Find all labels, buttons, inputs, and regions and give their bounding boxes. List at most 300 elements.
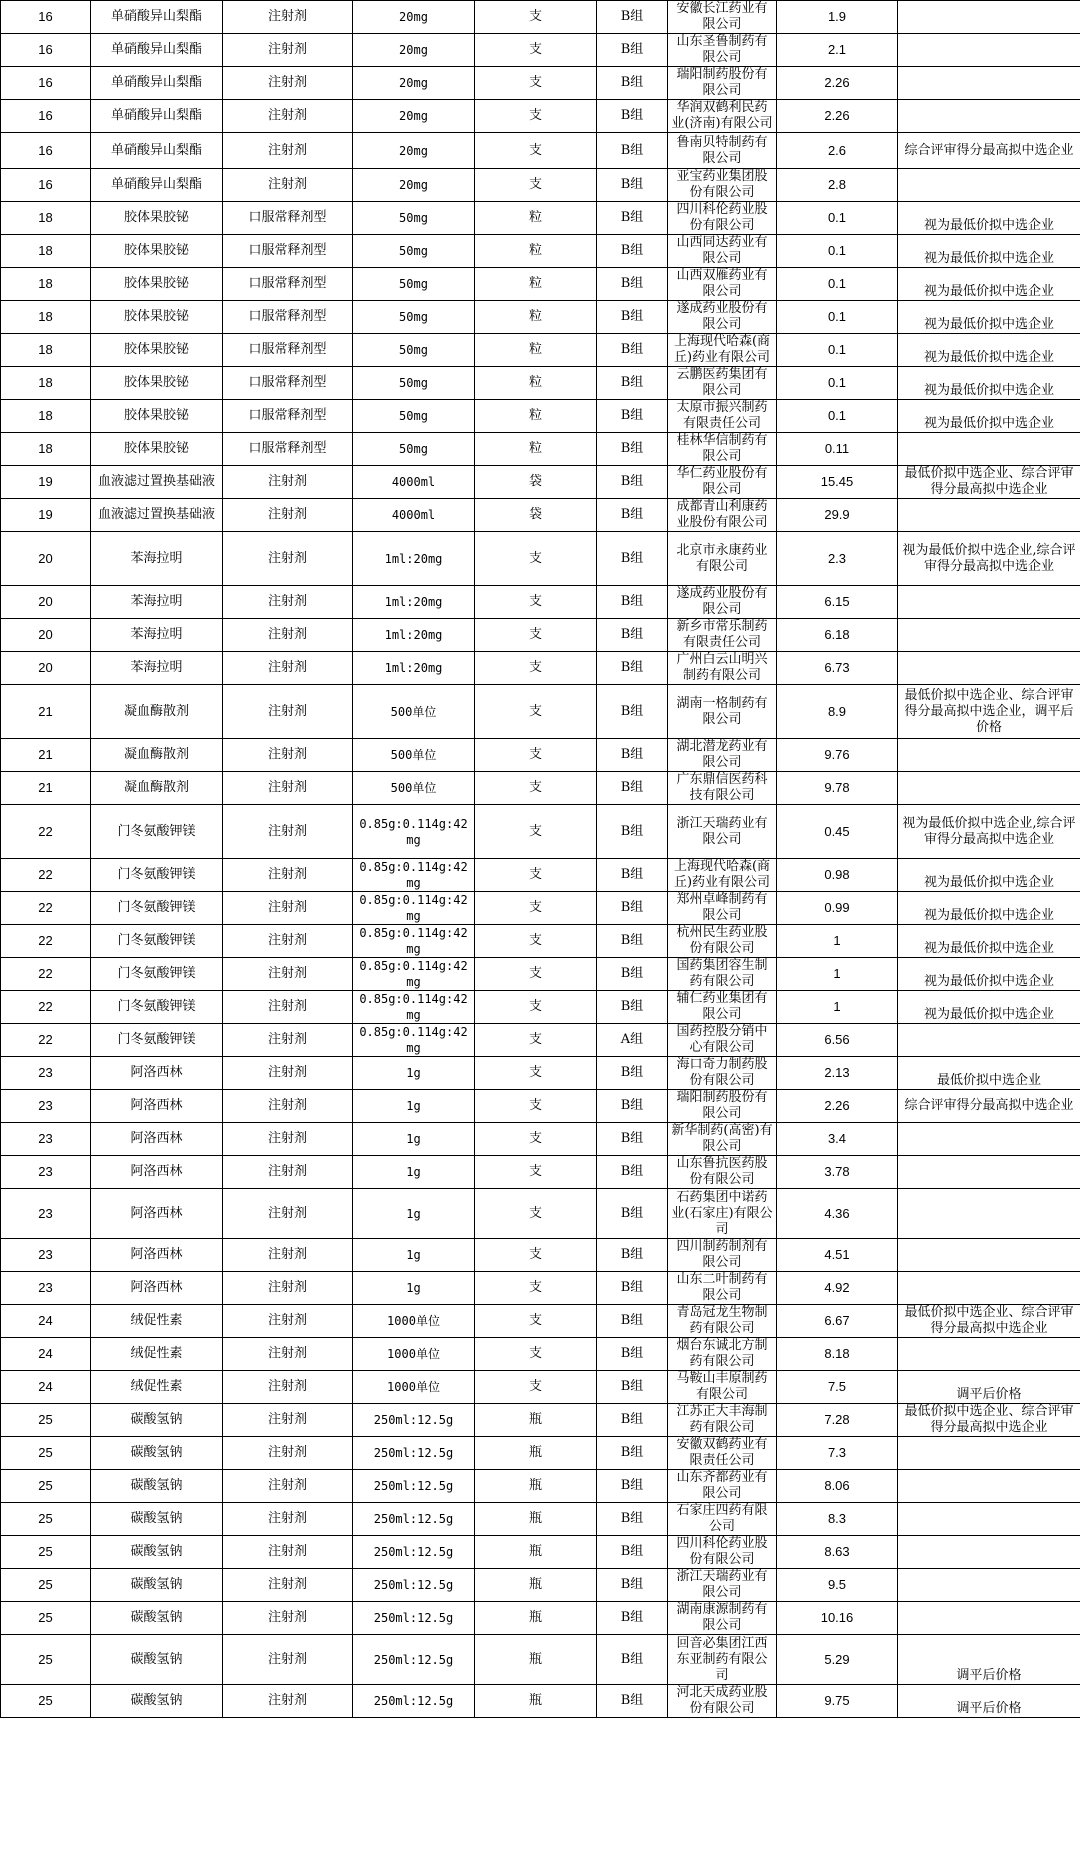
table-row xyxy=(1,1685,1080,1718)
drug-name-cell: 碳酸氢钠 xyxy=(91,1437,223,1470)
manufacturer-cell: 石家庄四药有限公司 xyxy=(668,1503,777,1536)
specification-cell: 4000ml xyxy=(353,466,475,499)
drug-name-cell: 门冬氨酸钾镁 xyxy=(91,1024,223,1057)
row-number-cell: 25 xyxy=(1,1685,91,1718)
drug-name-cell: 单硝酸异山梨酯 xyxy=(91,34,223,67)
drug-name-cell: 阿洛西林 xyxy=(91,1123,223,1156)
dosage-form-cell: 注射剂 xyxy=(223,1156,353,1189)
quality-group-cell: B组 xyxy=(597,859,668,892)
table-row xyxy=(1,301,1080,334)
unit-cell: 粒 xyxy=(475,433,597,466)
unit-cell: 瓶 xyxy=(475,1503,597,1536)
row-number-cell: 21 xyxy=(1,685,91,739)
row-number-cell: 25 xyxy=(1,1503,91,1536)
drug-name-cell: 门冬氨酸钾镁 xyxy=(91,925,223,958)
drug-name-cell: 碳酸氢钠 xyxy=(91,1503,223,1536)
remark-cell: 最低价拟中选企业、综合评审得分最高拟中选企业 xyxy=(898,1305,1080,1338)
table-row xyxy=(1,739,1080,772)
remark-cell: 最低价拟中选企业、综合评审得分最高拟中选企业，调平后价格 xyxy=(898,685,1080,739)
row-number-cell: 25 xyxy=(1,1404,91,1437)
table-row xyxy=(1,892,1080,925)
quality-group-cell: B组 xyxy=(597,532,668,586)
manufacturer-cell: 广州白云山明兴制药有限公司 xyxy=(668,652,777,685)
remark-cell xyxy=(898,619,1080,652)
drug-name-cell: 阿洛西林 xyxy=(91,1156,223,1189)
dosage-form-cell: 口服常释剂型 xyxy=(223,367,353,400)
price-cell: 8.9 xyxy=(777,685,898,739)
unit-cell: 支 xyxy=(475,1338,597,1371)
dosage-form-cell: 注射剂 xyxy=(223,1503,353,1536)
manufacturer-cell: 浙江天瑞药业有限公司 xyxy=(668,1569,777,1602)
dosage-form-cell: 注射剂 xyxy=(223,1338,353,1371)
specification-cell: 0.85g:0.114g:42mg xyxy=(353,805,475,859)
row-number-cell: 22 xyxy=(1,859,91,892)
specification-cell: 20mg xyxy=(353,169,475,202)
price-cell: 3.78 xyxy=(777,1156,898,1189)
manufacturer-cell: 桂林华信制药有限公司 xyxy=(668,433,777,466)
drug-name-cell: 胶体果胶铋 xyxy=(91,268,223,301)
manufacturer-cell: 青岛冠龙生物制药有限公司 xyxy=(668,1305,777,1338)
price-cell: 7.5 xyxy=(777,1371,898,1404)
drug-name-cell: 门冬氨酸钾镁 xyxy=(91,958,223,991)
specification-cell: 500单位 xyxy=(353,739,475,772)
drug-name-cell: 阿洛西林 xyxy=(91,1057,223,1090)
row-number-cell: 18 xyxy=(1,301,91,334)
table-row xyxy=(1,268,1080,301)
dosage-form-cell: 注射剂 xyxy=(223,34,353,67)
manufacturer-cell: 四川科伦药业股份有限公司 xyxy=(668,202,777,235)
remark-cell: 视为最低价拟中选企业 xyxy=(898,892,1080,925)
drug-name-cell: 绒促性素 xyxy=(91,1305,223,1338)
row-number-cell: 20 xyxy=(1,532,91,586)
drug-name-cell: 单硝酸异山梨酯 xyxy=(91,169,223,202)
table-row xyxy=(1,1602,1080,1635)
quality-group-cell: B组 xyxy=(597,1371,668,1404)
unit-cell: 瓶 xyxy=(475,1602,597,1635)
table-row xyxy=(1,400,1080,433)
table-row xyxy=(1,1189,1080,1239)
unit-cell: 支 xyxy=(475,805,597,859)
drug-name-cell: 绒促性素 xyxy=(91,1338,223,1371)
quality-group-cell: B组 xyxy=(597,34,668,67)
specification-cell: 50mg xyxy=(353,268,475,301)
remark-cell: 视为最低价拟中选企业,综合评审得分最高拟中选企业 xyxy=(898,805,1080,859)
row-number-cell: 23 xyxy=(1,1189,91,1239)
row-number-cell: 18 xyxy=(1,268,91,301)
table-row xyxy=(1,685,1080,739)
quality-group-cell: B组 xyxy=(597,739,668,772)
price-cell: 15.45 xyxy=(777,466,898,499)
dosage-form-cell: 注射剂 xyxy=(223,925,353,958)
remark-cell xyxy=(898,1239,1080,1272)
specification-cell: 0.85g:0.114g:42mg xyxy=(353,892,475,925)
specification-cell: 1g xyxy=(353,1189,475,1239)
specification-cell: 20mg xyxy=(353,133,475,169)
manufacturer-cell: 山西双雁药业有限公司 xyxy=(668,268,777,301)
specification-cell: 1g xyxy=(353,1057,475,1090)
specification-cell: 1ml:20mg xyxy=(353,586,475,619)
specification-cell: 250ml:12.5g xyxy=(353,1569,475,1602)
price-cell: 0.1 xyxy=(777,367,898,400)
specification-cell: 250ml:12.5g xyxy=(353,1470,475,1503)
dosage-form-cell: 注射剂 xyxy=(223,1189,353,1239)
manufacturer-cell: 华润双鹤利民药业(济南)有限公司 xyxy=(668,100,777,133)
dosage-form-cell: 注射剂 xyxy=(223,499,353,532)
price-cell: 6.56 xyxy=(777,1024,898,1057)
row-number-cell: 18 xyxy=(1,400,91,433)
unit-cell: 瓶 xyxy=(475,1536,597,1569)
price-cell: 3.4 xyxy=(777,1123,898,1156)
manufacturer-cell: 石药集团中诺药业(石家庄)有限公司 xyxy=(668,1189,777,1239)
dosage-form-cell: 口服常释剂型 xyxy=(223,202,353,235)
unit-cell: 支 xyxy=(475,1239,597,1272)
price-cell: 1 xyxy=(777,925,898,958)
manufacturer-cell: 瑞阳制药股份有限公司 xyxy=(668,67,777,100)
quality-group-cell: B组 xyxy=(597,202,668,235)
quality-group-cell: B组 xyxy=(597,1635,668,1685)
table-row xyxy=(1,235,1080,268)
remark-cell: 视为最低价拟中选企业 xyxy=(898,202,1080,235)
table-row xyxy=(1,532,1080,586)
drug-name-cell: 胶体果胶铋 xyxy=(91,433,223,466)
quality-group-cell: B组 xyxy=(597,1090,668,1123)
drug-name-cell: 阿洛西林 xyxy=(91,1272,223,1305)
remark-cell xyxy=(898,1437,1080,1470)
manufacturer-cell: 山东圣鲁制药有限公司 xyxy=(668,34,777,67)
specification-cell: 50mg xyxy=(353,400,475,433)
price-cell: 2.26 xyxy=(777,1090,898,1123)
specification-cell: 50mg xyxy=(353,433,475,466)
price-cell: 2.26 xyxy=(777,100,898,133)
drug-name-cell: 碳酸氢钠 xyxy=(91,1470,223,1503)
unit-cell: 支 xyxy=(475,1156,597,1189)
row-number-cell: 25 xyxy=(1,1536,91,1569)
quality-group-cell: B组 xyxy=(597,301,668,334)
dosage-form-cell: 口服常释剂型 xyxy=(223,334,353,367)
price-cell: 7.3 xyxy=(777,1437,898,1470)
remark-cell xyxy=(898,1272,1080,1305)
manufacturer-cell: 成都青山利康药业股份有限公司 xyxy=(668,499,777,532)
price-cell: 9.76 xyxy=(777,739,898,772)
table-row xyxy=(1,925,1080,958)
manufacturer-cell: 云鹏医药集团有限公司 xyxy=(668,367,777,400)
price-cell: 0.1 xyxy=(777,268,898,301)
manufacturer-cell: 烟台东诚北方制药有限公司 xyxy=(668,1338,777,1371)
table-row xyxy=(1,1569,1080,1602)
row-number-cell: 22 xyxy=(1,958,91,991)
specification-cell: 250ml:12.5g xyxy=(353,1503,475,1536)
specification-cell: 250ml:12.5g xyxy=(353,1536,475,1569)
quality-group-cell: B组 xyxy=(597,1338,668,1371)
remark-cell xyxy=(898,499,1080,532)
specification-cell: 250ml:12.5g xyxy=(353,1685,475,1718)
remark-cell xyxy=(898,433,1080,466)
price-cell: 2.1 xyxy=(777,34,898,67)
row-number-cell: 18 xyxy=(1,367,91,400)
specification-cell: 0.85g:0.114g:42mg xyxy=(353,1024,475,1057)
unit-cell: 瓶 xyxy=(475,1404,597,1437)
manufacturer-cell: 浙江天瑞药业有限公司 xyxy=(668,805,777,859)
price-cell: 8.18 xyxy=(777,1338,898,1371)
manufacturer-cell: 湖北潜龙药业有限公司 xyxy=(668,739,777,772)
price-cell: 2.26 xyxy=(777,67,898,100)
table-row xyxy=(1,991,1080,1024)
unit-cell: 袋 xyxy=(475,466,597,499)
quality-group-cell: B组 xyxy=(597,619,668,652)
drug-name-cell: 苯海拉明 xyxy=(91,586,223,619)
row-number-cell: 21 xyxy=(1,772,91,805)
remark-cell xyxy=(898,772,1080,805)
drug-name-cell: 单硝酸异山梨酯 xyxy=(91,100,223,133)
remark-cell: 视为最低价拟中选企业 xyxy=(898,268,1080,301)
specification-cell: 250ml:12.5g xyxy=(353,1635,475,1685)
manufacturer-cell: 杭州民生药业股份有限公司 xyxy=(668,925,777,958)
quality-group-cell: B组 xyxy=(597,1123,668,1156)
drug-name-cell: 碳酸氢钠 xyxy=(91,1536,223,1569)
dosage-form-cell: 注射剂 xyxy=(223,1437,353,1470)
drug-name-cell: 血液滤过置换基础液 xyxy=(91,499,223,532)
manufacturer-cell: 湖南一格制药有限公司 xyxy=(668,685,777,739)
unit-cell: 粒 xyxy=(475,334,597,367)
unit-cell: 支 xyxy=(475,1,597,34)
specification-cell: 50mg xyxy=(353,235,475,268)
specification-cell: 0.85g:0.114g:42mg xyxy=(353,925,475,958)
unit-cell: 支 xyxy=(475,1371,597,1404)
specification-cell: 50mg xyxy=(353,202,475,235)
row-number-cell: 25 xyxy=(1,1602,91,1635)
remark-cell: 视为最低价拟中选企业,综合评审得分最高拟中选企业 xyxy=(898,532,1080,586)
manufacturer-cell: 江苏正大丰海制药有限公司 xyxy=(668,1404,777,1437)
drug-name-cell: 苯海拉明 xyxy=(91,532,223,586)
dosage-form-cell: 注射剂 xyxy=(223,1272,353,1305)
unit-cell: 支 xyxy=(475,1090,597,1123)
price-cell: 29.9 xyxy=(777,499,898,532)
row-number-cell: 24 xyxy=(1,1305,91,1338)
quality-group-cell: B组 xyxy=(597,169,668,202)
table-row xyxy=(1,958,1080,991)
price-cell: 0.45 xyxy=(777,805,898,859)
table-row xyxy=(1,133,1080,169)
price-cell: 5.29 xyxy=(777,1635,898,1685)
quality-group-cell: B组 xyxy=(597,466,668,499)
remark-cell xyxy=(898,1156,1080,1189)
unit-cell: 瓶 xyxy=(475,1635,597,1685)
remark-cell xyxy=(898,652,1080,685)
remark-cell xyxy=(898,67,1080,100)
quality-group-cell: B组 xyxy=(597,1503,668,1536)
table-row xyxy=(1,619,1080,652)
unit-cell: 支 xyxy=(475,67,597,100)
specification-cell: 1g xyxy=(353,1272,475,1305)
table-row xyxy=(1,1057,1080,1090)
table-row xyxy=(1,652,1080,685)
specification-cell: 1g xyxy=(353,1239,475,1272)
dosage-form-cell: 注射剂 xyxy=(223,1371,353,1404)
remark-cell: 视为最低价拟中选企业 xyxy=(898,859,1080,892)
manufacturer-cell: 北京市永康药业有限公司 xyxy=(668,532,777,586)
unit-cell: 粒 xyxy=(475,400,597,433)
remark-cell xyxy=(898,1470,1080,1503)
quality-group-cell: B组 xyxy=(597,1189,668,1239)
row-number-cell: 23 xyxy=(1,1090,91,1123)
table-row xyxy=(1,1123,1080,1156)
unit-cell: 袋 xyxy=(475,499,597,532)
manufacturer-cell: 回音必集团江西东亚制药有限公司 xyxy=(668,1635,777,1685)
table-row xyxy=(1,34,1080,67)
quality-group-cell: B组 xyxy=(597,892,668,925)
table-row xyxy=(1,1536,1080,1569)
unit-cell: 支 xyxy=(475,685,597,739)
specification-cell: 1g xyxy=(353,1123,475,1156)
drug-name-cell: 阿洛西林 xyxy=(91,1239,223,1272)
table-row xyxy=(1,1272,1080,1305)
unit-cell: 粒 xyxy=(475,202,597,235)
quality-group-cell: B组 xyxy=(597,1404,668,1437)
quality-group-cell: B组 xyxy=(597,1,668,34)
price-cell: 2.8 xyxy=(777,169,898,202)
table-row xyxy=(1,1371,1080,1404)
dosage-form-cell: 口服常释剂型 xyxy=(223,400,353,433)
row-number-cell: 16 xyxy=(1,169,91,202)
quality-group-cell: B组 xyxy=(597,1569,668,1602)
manufacturer-cell: 遂成药业股份有限公司 xyxy=(668,301,777,334)
remark-cell xyxy=(898,1338,1080,1371)
dosage-form-cell: 注射剂 xyxy=(223,685,353,739)
drug-name-cell: 苯海拉明 xyxy=(91,652,223,685)
row-number-cell: 18 xyxy=(1,202,91,235)
remark-cell xyxy=(898,739,1080,772)
price-cell: 0.1 xyxy=(777,235,898,268)
remark-cell: 视为最低价拟中选企业 xyxy=(898,367,1080,400)
price-cell: 6.73 xyxy=(777,652,898,685)
unit-cell: 支 xyxy=(475,1189,597,1239)
specification-cell: 20mg xyxy=(353,100,475,133)
remark-cell xyxy=(898,1602,1080,1635)
table-row xyxy=(1,67,1080,100)
row-number-cell: 21 xyxy=(1,739,91,772)
drug-name-cell: 单硝酸异山梨酯 xyxy=(91,1,223,34)
dosage-form-cell: 注射剂 xyxy=(223,1057,353,1090)
remark-cell: 视为最低价拟中选企业 xyxy=(898,301,1080,334)
table-row xyxy=(1,1404,1080,1437)
row-number-cell: 25 xyxy=(1,1635,91,1685)
remark-cell: 最低价拟中选企业 xyxy=(898,1057,1080,1090)
remark-cell: 调平后价格 xyxy=(898,1635,1080,1685)
dosage-form-cell: 注射剂 xyxy=(223,169,353,202)
row-number-cell: 16 xyxy=(1,100,91,133)
quality-group-cell: B组 xyxy=(597,133,668,169)
table-row xyxy=(1,859,1080,892)
quality-group-cell: B组 xyxy=(597,67,668,100)
quality-group-cell: B组 xyxy=(597,1536,668,1569)
dosage-form-cell: 注射剂 xyxy=(223,67,353,100)
row-number-cell: 24 xyxy=(1,1338,91,1371)
unit-cell: 支 xyxy=(475,34,597,67)
drug-name-cell: 碳酸氢钠 xyxy=(91,1685,223,1718)
remark-cell: 综合评审得分最高拟中选企业 xyxy=(898,133,1080,169)
price-cell: 2.13 xyxy=(777,1057,898,1090)
quality-group-cell: B组 xyxy=(597,1239,668,1272)
manufacturer-cell: 河北天成药业股份有限公司 xyxy=(668,1685,777,1718)
dosage-form-cell: 注射剂 xyxy=(223,133,353,169)
price-cell: 4.36 xyxy=(777,1189,898,1239)
drug-name-cell: 胶体果胶铋 xyxy=(91,235,223,268)
quality-group-cell: B组 xyxy=(597,235,668,268)
manufacturer-cell: 安徽长江药业有限公司 xyxy=(668,1,777,34)
row-number-cell: 19 xyxy=(1,499,91,532)
table-row xyxy=(1,433,1080,466)
price-cell: 0.1 xyxy=(777,202,898,235)
remark-cell: 最低价拟中选企业、综合评审得分最高拟中选企业 xyxy=(898,466,1080,499)
unit-cell: 粒 xyxy=(475,268,597,301)
unit-cell: 粒 xyxy=(475,235,597,268)
dosage-form-cell: 注射剂 xyxy=(223,586,353,619)
price-cell: 9.78 xyxy=(777,772,898,805)
row-number-cell: 23 xyxy=(1,1272,91,1305)
drug-name-cell: 门冬氨酸钾镁 xyxy=(91,991,223,1024)
remark-cell: 最低价拟中选企业、综合评审得分最高拟中选企业 xyxy=(898,1404,1080,1437)
row-number-cell: 22 xyxy=(1,991,91,1024)
row-number-cell: 20 xyxy=(1,619,91,652)
dosage-form-cell: 注射剂 xyxy=(223,1,353,34)
manufacturer-cell: 安徽双鹤药业有限责任公司 xyxy=(668,1437,777,1470)
dosage-form-cell: 注射剂 xyxy=(223,1569,353,1602)
row-number-cell: 25 xyxy=(1,1470,91,1503)
specification-cell: 250ml:12.5g xyxy=(353,1437,475,1470)
table-row xyxy=(1,169,1080,202)
unit-cell: 支 xyxy=(475,1272,597,1305)
price-cell: 6.67 xyxy=(777,1305,898,1338)
dosage-form-cell: 注射剂 xyxy=(223,1305,353,1338)
manufacturer-cell: 四川制药制剂有限公司 xyxy=(668,1239,777,1272)
drug-name-cell: 阿洛西林 xyxy=(91,1189,223,1239)
dosage-form-cell: 口服常释剂型 xyxy=(223,433,353,466)
row-number-cell: 16 xyxy=(1,1,91,34)
manufacturer-cell: 新乡市常乐制药有限责任公司 xyxy=(668,619,777,652)
dosage-form-cell: 注射剂 xyxy=(223,1239,353,1272)
unit-cell: 支 xyxy=(475,859,597,892)
specification-cell: 1g xyxy=(353,1156,475,1189)
dosage-form-cell: 注射剂 xyxy=(223,958,353,991)
price-cell: 0.1 xyxy=(777,400,898,433)
row-number-cell: 20 xyxy=(1,652,91,685)
specification-cell: 1000单位 xyxy=(353,1305,475,1338)
row-number-cell: 19 xyxy=(1,466,91,499)
quality-group-cell: B组 xyxy=(597,652,668,685)
dosage-form-cell: 注射剂 xyxy=(223,619,353,652)
specification-cell: 1000单位 xyxy=(353,1371,475,1404)
drug-name-cell: 胶体果胶铋 xyxy=(91,367,223,400)
drug-name-cell: 碳酸氢钠 xyxy=(91,1569,223,1602)
remark-cell: 视为最低价拟中选企业 xyxy=(898,235,1080,268)
remark-cell: 视为最低价拟中选企业 xyxy=(898,991,1080,1024)
dosage-form-cell: 注射剂 xyxy=(223,859,353,892)
quality-group-cell: B组 xyxy=(597,1602,668,1635)
unit-cell: 瓶 xyxy=(475,1569,597,1602)
quality-group-cell: B组 xyxy=(597,685,668,739)
quality-group-cell: B组 xyxy=(597,925,668,958)
dosage-form-cell: 口服常释剂型 xyxy=(223,268,353,301)
unit-cell: 支 xyxy=(475,739,597,772)
dosage-form-cell: 注射剂 xyxy=(223,892,353,925)
remark-cell xyxy=(898,1024,1080,1057)
specification-cell: 20mg xyxy=(353,67,475,100)
manufacturer-cell: 四川科伦药业股份有限公司 xyxy=(668,1536,777,1569)
price-cell: 7.28 xyxy=(777,1404,898,1437)
unit-cell: 瓶 xyxy=(475,1685,597,1718)
specification-cell: 1ml:20mg xyxy=(353,532,475,586)
table-row xyxy=(1,1239,1080,1272)
